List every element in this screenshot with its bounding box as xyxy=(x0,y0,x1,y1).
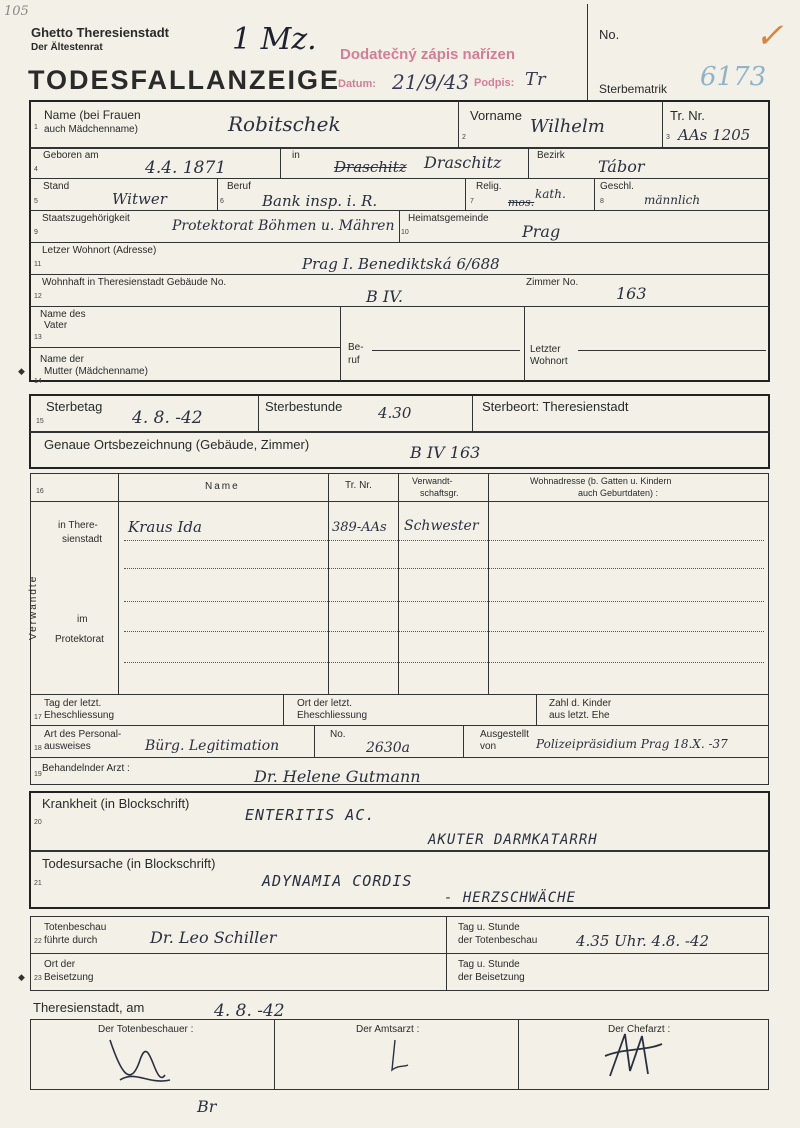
ort-beisetzung-label-2: Beisetzung xyxy=(44,972,94,983)
relig-struck: mos. xyxy=(508,196,535,209)
tag-toten-label-1: Tag u. Stunde xyxy=(458,922,520,933)
birthplace-label: in xyxy=(292,150,300,161)
ausweis-label-2: ausweises xyxy=(44,741,91,752)
ausweis-no-value: 2630a xyxy=(366,740,410,756)
wohnhaft-label: Wohnhaft in Theresienstadt Gebäude No. xyxy=(42,277,227,288)
parent-letzter-label: Letzter xyxy=(530,344,561,355)
parent-beruf-label: Be- xyxy=(348,342,364,353)
sterbematrik-label: Sterbematrik xyxy=(599,82,668,96)
ehe-tag-label-1: Tag der letzt. xyxy=(44,698,102,709)
ortsbez-label: Genaue Ortsbezeichnung (Gebäude, Zimmer) xyxy=(44,437,310,452)
relative-name: Kraus Ida xyxy=(128,518,202,536)
signature-amtsarzt xyxy=(380,1035,420,1080)
relig-label: Relig. xyxy=(476,181,502,192)
beruf-value: Bank insp. i. R. xyxy=(262,192,378,210)
vorname-label: Vorname xyxy=(470,108,523,123)
ehe-tag-label-2: Eheschliessung xyxy=(44,710,115,721)
check-mark: ✓ xyxy=(755,16,784,56)
birthplace-struck: Draschitz xyxy=(334,158,407,176)
corner-pencil-note: 105 xyxy=(4,4,29,19)
in-theresienstadt-label-1: in There- xyxy=(58,520,98,531)
col-name-header: Name xyxy=(205,481,240,492)
toten-label-2: führte durch xyxy=(44,935,98,946)
heimat-value: Prag xyxy=(522,222,561,241)
stamp-datum-value: 21/9/43 xyxy=(392,70,470,94)
mutter-label: Name der xyxy=(40,354,84,365)
number-label: No. xyxy=(599,27,620,42)
relative-trnr: 389-AAs xyxy=(332,520,387,535)
parent-wohnort-label: Wohnort xyxy=(530,356,568,367)
signature-totenbeschauer xyxy=(100,1030,180,1100)
staat-value: Protektorat Böhmen u. Mähren xyxy=(172,218,395,234)
form-title: TODESFALLANZEIGE xyxy=(28,65,341,95)
ort-beisetzung-label-1: Ort der xyxy=(44,959,76,970)
col-addr-header-2: auch Geburtdaten) : xyxy=(578,488,659,498)
geboren-label: Geboren am xyxy=(43,150,99,161)
vorname-value: Wilhelm xyxy=(530,116,605,137)
geschl-label: Geschl. xyxy=(600,181,634,192)
trnr-label: Tr. Nr. xyxy=(670,108,705,123)
col-addr-header-1: Wohnadresse (b. Gatten u. Kindern xyxy=(530,476,672,486)
relatives-side-label: Verwandte xyxy=(28,574,39,640)
name-label: Name (bei Frauen xyxy=(44,108,141,122)
sterbeort-label: Sterbeort: Theresienstadt xyxy=(482,399,629,414)
col-trnr-header: Tr. Nr. xyxy=(345,480,372,491)
wohnhaft-value: B IV. xyxy=(366,287,404,306)
protektorat-label: Protektorat xyxy=(55,634,104,645)
vater-label-2: Vater xyxy=(44,320,68,331)
ursache-value-2: - HERZSCHWÄCHE xyxy=(444,890,577,906)
sterbestunde-value: 4.30 xyxy=(378,404,412,422)
sig-totenbeschauer-label: Der Totenbeschauer : xyxy=(98,1024,194,1035)
sig-amtsarzt-label: Der Amtsarzt : xyxy=(356,1024,420,1035)
zimmer-value: 163 xyxy=(616,284,647,303)
hole-marker-icon: ◆ xyxy=(18,972,25,982)
krankheit-label: Krankheit (in Blockschrift) xyxy=(42,796,190,811)
sterbematrik-value: 6173 xyxy=(700,62,767,92)
parent-beruf-label-2: ruf xyxy=(348,355,360,366)
arzt-label: Behandelnder Arzt : xyxy=(42,763,130,774)
ursache-label: Todesursache (in Blockschrift) xyxy=(42,856,216,871)
krankheit-value-1: ENTERITIS AC. xyxy=(245,806,376,824)
zimmer-label: Zimmer No. xyxy=(526,277,579,288)
col-verw-header-1: Verwandt- xyxy=(412,476,453,486)
geschl-value: männlich xyxy=(644,193,701,207)
kinder-label-2: aus letzt. Ehe xyxy=(549,710,610,721)
krankheit-value-2: AKUTER DARMKATARRH xyxy=(428,832,598,848)
kinder-label-1: Zahl d. Kinder xyxy=(549,698,612,709)
name-label-2: auch Mädchenname) xyxy=(44,124,138,135)
heimat-label: Heimatsgemeinde xyxy=(408,213,489,224)
arzt-value: Dr. Helene Gutmann xyxy=(254,767,421,786)
birthplace-value: Draschitz xyxy=(424,153,502,172)
stamp-text: Dodatečný zápis nařízen xyxy=(340,46,516,63)
signature-chefarzt xyxy=(600,1026,670,1086)
tag-beisetzung-label-1: Tag u. Stunde xyxy=(458,959,520,970)
beruf-label: Beruf xyxy=(227,181,251,192)
ausweis-value: Bürg. Legitimation xyxy=(145,738,280,754)
ursache-value-1: ADYNAMIA CORDIS xyxy=(262,872,413,890)
in-theresienstadt-label-2: sienstadt xyxy=(62,534,103,545)
relative-relation: Schwester xyxy=(404,518,479,534)
tag-toten-value: 4.35 Uhr. 4.8. -42 xyxy=(576,932,710,950)
ortsbez-value: B IV 163 xyxy=(410,443,481,462)
ausgestellt-label-1: Ausgestellt xyxy=(480,729,529,740)
handwritten-reference: 1 Mz. xyxy=(232,22,317,57)
bezirk-label: Bezirk xyxy=(537,150,565,161)
sig-chefarzt-label: Der Chefarzt : xyxy=(608,1024,671,1035)
ausgestellt-value: Polizeipräsidium Prag 18.X. -37 xyxy=(536,737,728,751)
geboren-value: 4.4. 1871 xyxy=(145,158,227,178)
col-verw-header-2: schaftsgr. xyxy=(420,488,459,498)
ausgestellt-label-2: von xyxy=(480,741,497,752)
im-label: im xyxy=(77,614,88,625)
ausweis-label-1: Art des Personal- xyxy=(44,729,122,740)
ausweis-no-label: No. xyxy=(330,729,346,740)
ehe-ort-label-1: Ort der letzt. xyxy=(297,698,353,709)
toten-label-1: Totenbeschau xyxy=(44,922,107,933)
wohnort-label: Letzer Wohnort (Adresse) xyxy=(42,245,157,256)
sterbestunde-label: Sterbestunde xyxy=(265,399,343,414)
staat-label: Staatszugehörigkeit xyxy=(42,213,130,224)
stamp-podpis-label: Podpis: xyxy=(474,77,515,89)
relig-value: kath. xyxy=(535,187,566,201)
toten-value: Dr. Leo Schiller xyxy=(150,928,277,947)
wohnort-value: Prag I. Benediktská 6/688 xyxy=(302,255,500,273)
bottom-handwritten-mark: Br xyxy=(197,1097,217,1116)
mutter-label-2: Mutter (Mädchenname) xyxy=(44,366,148,377)
place-date-label: Theresienstadt, am xyxy=(33,1000,145,1015)
stamp-datum-label: Datum: xyxy=(338,78,376,90)
hole-marker-icon: ◆ xyxy=(18,366,25,376)
place-date-value: 4. 8. -42 xyxy=(214,1001,285,1021)
bezirk-value: Tábor xyxy=(598,157,645,176)
stamp-podpis-value: Tr xyxy=(525,69,546,90)
vater-label: Name des xyxy=(40,309,86,320)
sterbetag-value: 4. 8. -42 xyxy=(132,408,203,428)
ehe-ort-label-2: Eheschliessung xyxy=(297,710,368,721)
name-value: Robitschek xyxy=(228,112,341,136)
stand-value: Witwer xyxy=(112,190,167,208)
document-page: 105 Ghetto Theresienstadt Der Ältestenrat TODESFALLANZEIGE 1 Mz. Dodatečný zápis nařízen Datum: 21/9/43 Podpis: Tr No. Sterbematrik 6173 ✓ 1 Name (bei Frauen auch Mädchenname) Robitschek 2 Vorname Wilhelm 3 Tr. Nr. AAs 1205 4 Geboren am 4.4. 1871 in Draschitz Draschitz Bezirk Tábor 5 Stand Witwer 6 Beruf Bank insp. i. R. 7 Relig. kath. mos. 8 Geschl. männlich 9 Staatszugehörigkeit Protektorat Böhmen u. Mähren 10 Heimatsgemeinde Prag 11 Letzer Wohnort (Adresse) Prag I. Benediktská 6/688 12 Wohnhaft in Theresienstadt Gebäude No. B IV. Zimmer No. 163 Name des Vater 13 Name der Mutter (Mädchenname) 14 Be- ruf Letzter Wohnort 15 Sterbetag 4. 8. -42 Sterbestunde 4.30 Sterbeort: Theresienstadt Genaue Ortsbezeichnung (Gebäude, Zimmer) B IV 163 16 Name Tr. Nr. Verwandt- schaftsgr. Wohnadresse (b. Gatten u. Kindern auch Geburtdaten) : Verwandte in There- sienstadt im Protektorat Kraus Ida 389-AAs Schwester 17 Tag der letzt. Eheschliessung Ort der letzt. Eheschliessung Zahl d. Kinder aus letzt. Ehe 18 Art des Personal- ausweises Bürg. Legitimation No. 2630a Ausgestellt von Polizeipräsidium Prag 18.X. -37 19 Behandelnder Arzt : Dr. Helene Gutmann 20 Krankheit (in Blockschrift) ENTERITIS AC. AKUTER DARMKATARRH 21 Todesursache (in Blockschrift) ADYNAMIA CORDIS - HERZSCHWÄCHE 22 Totenbeschau führte durch Dr. Leo Schiller Tag u. Stunde der Totenbeschau 4.35 Uhr. 4.8. -42 23 Ort der Beisetzung Tag u. Stunde der Beisetzung Theresienstadt, am 4. 8. -42 Der Totenbeschauer : Der Amtsarzt : Der Chefarzt : Br ◆ ◆ xyxy=(4,4,784,1116)
org-line-2: Der Ältestenrat xyxy=(31,42,103,53)
sterbetag-label: Sterbetag xyxy=(46,399,103,414)
tag-beisetzung-label-2: der Beisetzung xyxy=(458,972,525,983)
trnr-value: AAs 1205 xyxy=(678,126,751,144)
tag-toten-label-2: der Totenbeschau xyxy=(458,935,538,946)
stand-label: Stand xyxy=(43,181,70,192)
org-line-1: Ghetto Theresienstadt xyxy=(31,25,169,40)
